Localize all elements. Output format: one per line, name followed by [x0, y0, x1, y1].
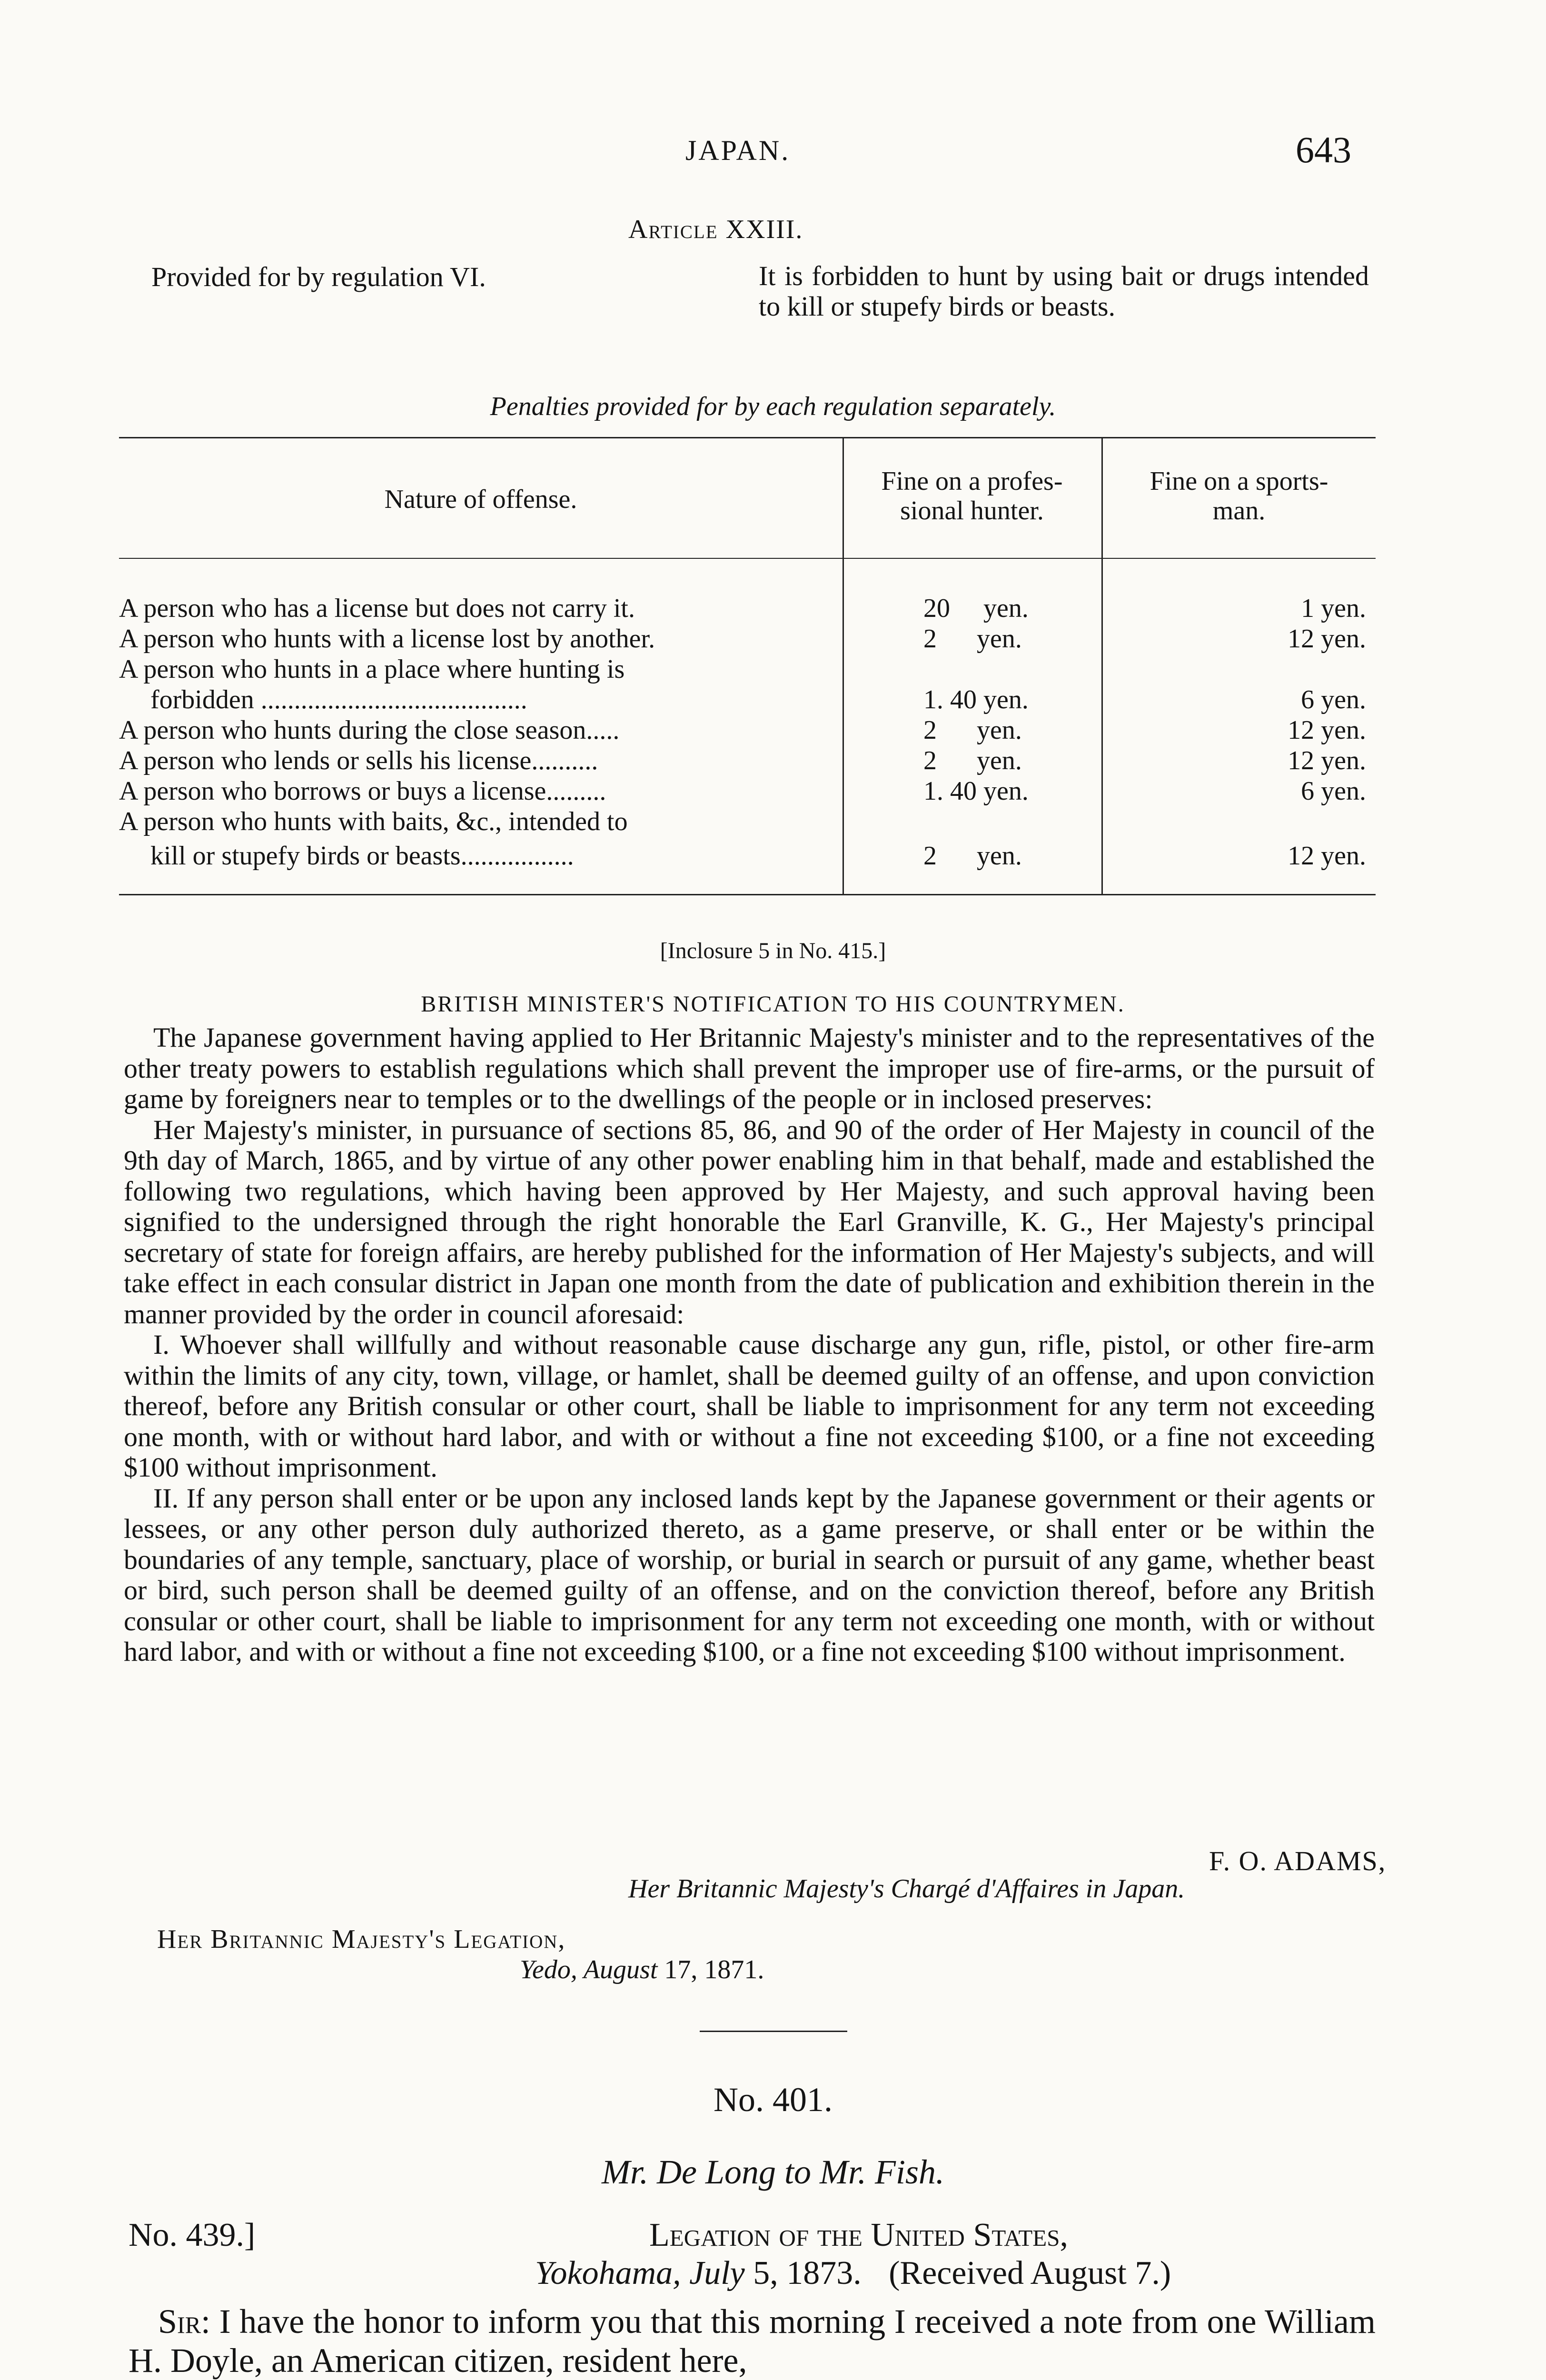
received-date: (Received August 7.) — [889, 2255, 1171, 2291]
article-regulation-ref: Provided for by regulation VI. — [151, 261, 486, 292]
page-number: 643 — [1296, 129, 1351, 170]
running-header: JAPAN. — [685, 135, 791, 166]
paragraph: II. If any person shall enter or be upon any inclosed lands kept by the Japanese government or their agents or lessees, or any other person duly authorized thereto, as a game preserve, or shall enter or be within the boundaries of any temple, sanctuary, place of worship, or burial in search or pursuit of any game, whether beast or bird, such person shall be deemed guilty of an offense, and on the conviction thereof, before any British consular or other court, shall be liable to imprisonment for any term not exceeding one month, with or without hard labor, and with or without a fine not exceeding $100, or a fine not exceeding $100 without imprisonment. — [124, 1482, 1375, 1667]
header-nature-of-offense: Nature of offense. — [384, 485, 577, 514]
notification-body — [124, 1022, 1375, 1667]
row-offense: A person who hunts in a place where hunting is — [119, 654, 625, 684]
row-sportsman-fine: 12 yen. — [1288, 841, 1366, 871]
row-sportsman-fine: 6 yen. — [1301, 685, 1366, 714]
row-sportsman-fine: 12 yen. — [1288, 715, 1366, 745]
table-top-rule — [119, 437, 1376, 438]
row-offense: kill or stupefy birds or beasts................. — [150, 841, 574, 871]
header-sportsman-line1: Fine on a sports- — [1150, 466, 1328, 496]
row-offense: A person who has a license but does not carry it. — [119, 594, 635, 623]
row-professional-fine: 2 yen. — [923, 746, 1022, 775]
section-divider — [700, 2031, 847, 2032]
letter-body — [129, 2302, 1376, 2380]
article-text: It is forbidden to hunt by using bait or drugs intended to kill or stupefy birds or beasts. — [759, 260, 1369, 322]
row-professional-fine: 1. 40 yen. — [923, 776, 1029, 806]
row-professional-fine: 20 yen. — [923, 594, 1029, 623]
header-sportsman-line2: man. — [1212, 496, 1266, 526]
paragraph: Her Majesty's minister, in pursuance of sections 85, 86, and 90 of the order of Her Majesty in council of the 9th day of March, 1865, and by virtue of any other power enabling him in that behalf, made and established the following two regulations, which having been approved by Her Majesty, and such approval having been signified to the undersigned through the right honorable the Earl Granville, K. G., Her Majesty's principal secretary of state for foreign affairs, are hereby published for the information of Her Majesty's subjects, and will take effect in each consular district in Japan one month from the date of publication and exhibition therein in the manner provided by the order in council aforesaid: — [124, 1114, 1375, 1329]
legation-line: Her Britannic Majesty's Legation, — [157, 1924, 566, 1954]
document-subtitle: Mr. De Long to Mr. Fish. — [601, 2153, 945, 2191]
row-offense: A person who lends or sells his license.......... — [119, 746, 598, 775]
legation-date: 17, 1871. — [664, 1955, 764, 1984]
legation-dateline — [520, 1954, 764, 1985]
penalties-table-title: Penalties provided for by each regulation separately. — [490, 392, 1056, 421]
row-offense: A person who hunts during the close season..... — [119, 715, 620, 745]
header-professional-fine — [843, 466, 1100, 526]
row-offense: forbidden ........................................ — [150, 685, 527, 714]
row-professional-fine: 2 yen. — [923, 715, 1022, 745]
us-legation-line: Legation of the United States, — [649, 2217, 1068, 2253]
row-offense: A person who hunts with baits, &c., intended to — [119, 807, 628, 836]
inclosure-label: [Inclosure 5 in No. 415.] — [660, 938, 886, 963]
row-sportsman-fine: 12 yen. — [1288, 624, 1366, 654]
row-offense: A person who hunts with a license lost by another. — [119, 624, 655, 654]
row-sportsman-fine: 12 yen. — [1288, 746, 1366, 775]
notification-title: BRITISH MINISTER'S NOTIFICATION TO HIS COUNTRYMEN. — [421, 992, 1125, 1017]
row-sportsman-fine: 6 yen. — [1301, 776, 1366, 806]
letter-text: I have the honor to inform you that this morning I received a note from one William H. Doyle, an American citizen, resident here, — [129, 2302, 1376, 2380]
header-professional-line1: Fine on a profes- — [881, 466, 1063, 496]
header-professional-line2: sional hunter. — [900, 496, 1044, 526]
paragraph: I. Whoever shall willfully and without reasonable cause discharge any gun, rifle, pistol, or other fire-arm within the limits of any city, town, village, or hamlet, shall be deemed guilty of an offense, and upon conviction thereof, before any British consular or other court, shall be liable to imprisonment for any term not exceeding one month, with or without hard labor, and with or without a fine not exceeding $100, or a fine not exceeding $100 without imprisonment. — [124, 1329, 1375, 1483]
row-sportsman-fine: 1 yen. — [1301, 594, 1366, 623]
table-header-rule — [119, 558, 1376, 559]
paragraph: The Japanese government having applied to Her Britannic Majesty's minister and to the representatives of the other treaty powers to establish regulations which shall prevent the improper use of fire-arms, or the pursuit of game by foreigners near to temples or to the dwellings of the people or in inclosed preserves: — [124, 1022, 1375, 1114]
letter-date: 5, 1873. — [753, 2255, 862, 2291]
signatory-title: Her Britannic Majesty's Chargé d'Affaires in Japan. — [628, 1874, 1185, 1904]
article-title: Article XXIII. — [628, 215, 803, 244]
reference-number: No. 439.] — [129, 2217, 256, 2253]
header-sportsman-fine — [1102, 466, 1376, 526]
row-professional-fine: 2 yen. — [923, 624, 1022, 654]
salutation: Sir: — [158, 2302, 211, 2340]
letter-dateline — [535, 2254, 1171, 2292]
letter-place: Yokohama, July — [535, 2255, 745, 2291]
signatory-name: F. O. ADAMS, — [1209, 1845, 1387, 1876]
legation-place: Yedo, August — [520, 1955, 658, 1984]
row-professional-fine: 1. 40 yen. — [923, 685, 1029, 714]
row-professional-fine: 2 yen. — [923, 841, 1022, 871]
row-offense: A person who borrows or buys a license......... — [119, 776, 606, 806]
document-number: No. 401. — [714, 2081, 832, 2119]
table-bottom-rule — [119, 894, 1376, 895]
